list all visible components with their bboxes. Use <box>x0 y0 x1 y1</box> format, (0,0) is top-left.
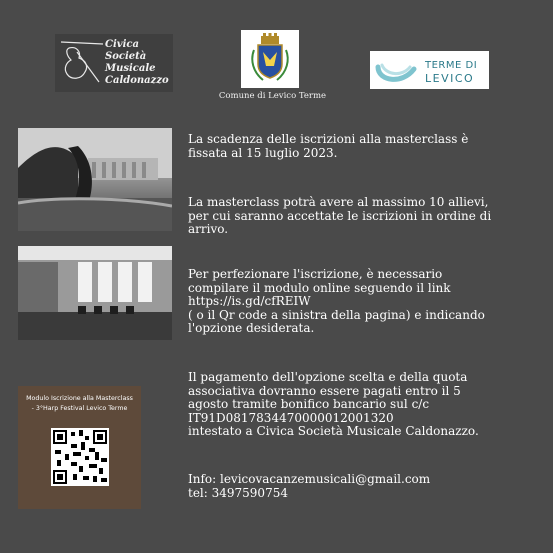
park-sculpture-photo <box>18 128 172 231</box>
payment-line-3: agosto tramite bonifico bancario sul c/c <box>188 397 430 411</box>
max-students-line-1: La masterclass potrà avere al massimo 10 allievi, <box>188 195 489 209</box>
registration-link[interactable]: https://is.gd/cfREIW <box>188 294 311 308</box>
poster-header-line-2: - 3°Harp Festival Levico Terme <box>31 405 128 412</box>
csmc-line-4: Caldonazzo <box>105 75 169 86</box>
paragraph-deadline <box>188 133 468 160</box>
payment-line-2: associativa dovranno essere pagati entro il 5 <box>188 383 461 398</box>
paragraph-max-students <box>188 196 491 237</box>
coat-of-arms-icon <box>241 30 299 88</box>
payment-line-5: intestato a Civica Società Musicale Caldonazzo. <box>188 424 479 438</box>
deadline-line-1: La scadenza delle iscrizioni alla masterclass è <box>188 132 469 146</box>
payment-iban: IT91D0817834470000012001320 <box>188 410 394 425</box>
registration-line-5: l'opzione desiderata. <box>188 321 315 335</box>
violin-icon <box>59 38 107 88</box>
terme-di-levico-logo <box>370 51 489 89</box>
park-scene-icon <box>18 128 172 231</box>
max-students-line-2: per cui saranno accettate le iscrizioni in ordine di <box>188 208 492 223</box>
interior-scene-icon <box>18 246 172 340</box>
payment-line-1: Il pagamento dell'opzione scelta e della quota <box>188 370 468 384</box>
comune-coat-of-arms <box>241 30 299 88</box>
comune-caption: Comune di Levico Terme <box>218 91 327 101</box>
csmc-line-3: Musicale <box>105 63 156 74</box>
interior-hall-photo <box>18 246 172 340</box>
csmc-line-2: Società <box>105 51 147 62</box>
terme-line-2: LEVICO <box>425 72 475 85</box>
csmc-logo <box>55 34 173 92</box>
deadline-line-2: fissata al 15 luglio 2023. <box>188 145 338 160</box>
qr-code-icon <box>51 428 109 486</box>
max-students-line-3: arrivo. <box>188 222 229 236</box>
paragraph-registration <box>188 268 485 336</box>
paragraph-contact <box>188 473 430 500</box>
wave-icon <box>372 51 422 89</box>
contact-email[interactable]: Info: levicovacanzemusicali@gmail.com <box>188 472 431 486</box>
registration-line-4: ( o il Qr code a sinistra della pagina) e indicando <box>188 307 485 322</box>
poster-header <box>18 394 141 414</box>
paragraph-payment <box>188 371 479 439</box>
csmc-line-1: Civica <box>105 39 139 50</box>
registration-line-2: compilare il modulo online seguendo il link <box>188 280 451 295</box>
poster-header-line-1: Modulo Iscrizione alla Masterclass <box>26 395 133 402</box>
contact-phone[interactable]: tel: 3497590754 <box>188 485 288 500</box>
qr-code[interactable] <box>51 428 109 486</box>
registration-poster <box>18 386 141 509</box>
terme-line-1: TERME DI <box>425 60 478 71</box>
csmc-logo-text <box>105 39 169 87</box>
registration-line-1: Per perfezionare l'iscrizione, è necessario <box>188 267 443 281</box>
